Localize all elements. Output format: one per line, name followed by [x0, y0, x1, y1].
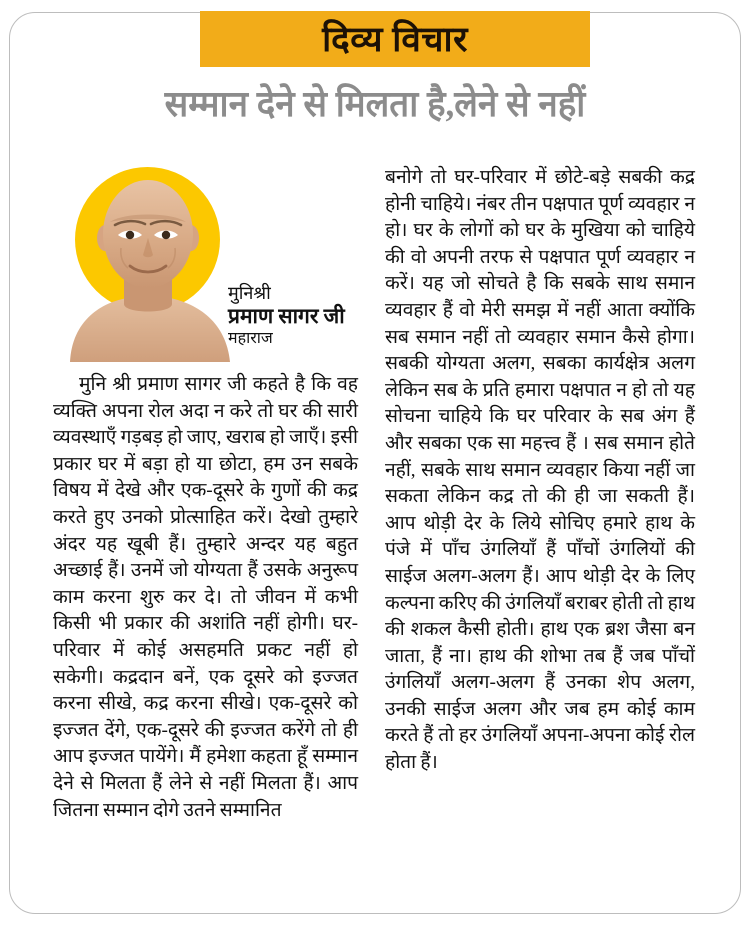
portrait-block: [58, 162, 238, 362]
article-body-left: मुनि श्री प्रमाण सागर जी कहते है कि वह व्यक्ति अपना रोल अदा न करे तो घर की सारी व्यवस्थाएँ गड़बड़ हो जाए, खराब हो जाएँ। इसी प्रकार घर में बड़ा हो या छोटा, हम उन सबके विषय में देखे और एक-दूसरे के गुणों की कद्र करते हुए उनको प्रोत्साहित करें। देखो तुम्हारे अंदर यह खूबी हैं। तुम्हारे अन्दर यह बहुत अच्छाई हैं। उनमें जो योग्यता हैं उसके अनुरूप काम करना शुरु कर दे। तो जीवन में कभी किसी भी प्रकार की अशांति नहीं होगी। घर-परिवार में कोई असहमति प्रकट नहीं हो सकेगी। कद्रदान बनें, एक दूसरे को इज्जत करना सीखे, कद्र करना सीखे। एक-दूसरे को इज्जत देंगे, एक-दूसरे की इज्जत करेंगे तो ही आप इज्जत पायेंगे। मैं हमेशा कहता हूँ सम्मान देने से मिलता हैं लेने से नहीं मिलता हैं। आप जितना सम्मान दोगे उतने सम्मानित: [53, 374, 358, 821]
article-column-right: [385, 165, 695, 777]
article-body-right: बनोगे तो घर-परिवार में छोटे-बड़े सबकी कद्र होनी चाहिये। नंबर तीन पक्षपात पूर्ण व्यवहार न हो। घर के लोगों को घर के मुखिया को चाहिये की वो अपनी तरफ से पक्षपात पूर्ण व्यवहार न करें। यह जो सोचते है कि सबके साथ समान व्यवहार हैं वो मेरी समझ में नहीं आता क्योंकि सब समान नहीं तो व्यवहार समान कैसे होगा। सबकी योग्यता अलग, सबका कार्यक्षेत्र अलग लेकिन सब के प्रति हमारा पक्षपात न हो तो यह सोचना चाहिये कि घर परिवार के सब अंग हैं और सबका एक सा महत्त्व हैं । सब समान होते नहीं, सबके साथ समान व्यवहार किया नहीं जा सकता लेकिन कद्र तो की ही जा सकती हैं। आप थोड़ी देर के लिये सोचिए हमारे हाथ के पंजे में पाँच उंगलियाँ हैं पाँचों उंगलियों की साईज अलग-अलग हैं। आप थोड़ी देर के लिए कल्पना करिए की उंगलियाँ बराबर होती तो हाथ की शकल कैसी होती। हाथ एक ब्रश जैसा बन जाता, हैं ना। हाथ की शोभा तब हैं जब पाँचों उंगलियाँ अलग-अलग हैं उनका शेप अलग, उनकी साईज अलग और जब हम कोई काम करते हैं तो हर उंगलियाँ अपना-अपना कोई रोल होता हैं।: [385, 167, 695, 774]
masthead-title: दिव्य विचार: [322, 19, 468, 59]
article-headline: सम्मान देने से मिलता है,लेने से नहीं: [164, 84, 586, 124]
byline-honorific: मुनिश्री: [228, 283, 271, 303]
byline: [228, 283, 378, 348]
article-column-left: [53, 372, 358, 824]
masthead-banner: [200, 11, 590, 67]
byline-name: प्रमाण सागर जी: [228, 304, 345, 329]
monk-portrait-image: [58, 162, 238, 362]
byline-title: महाराज: [228, 330, 273, 347]
